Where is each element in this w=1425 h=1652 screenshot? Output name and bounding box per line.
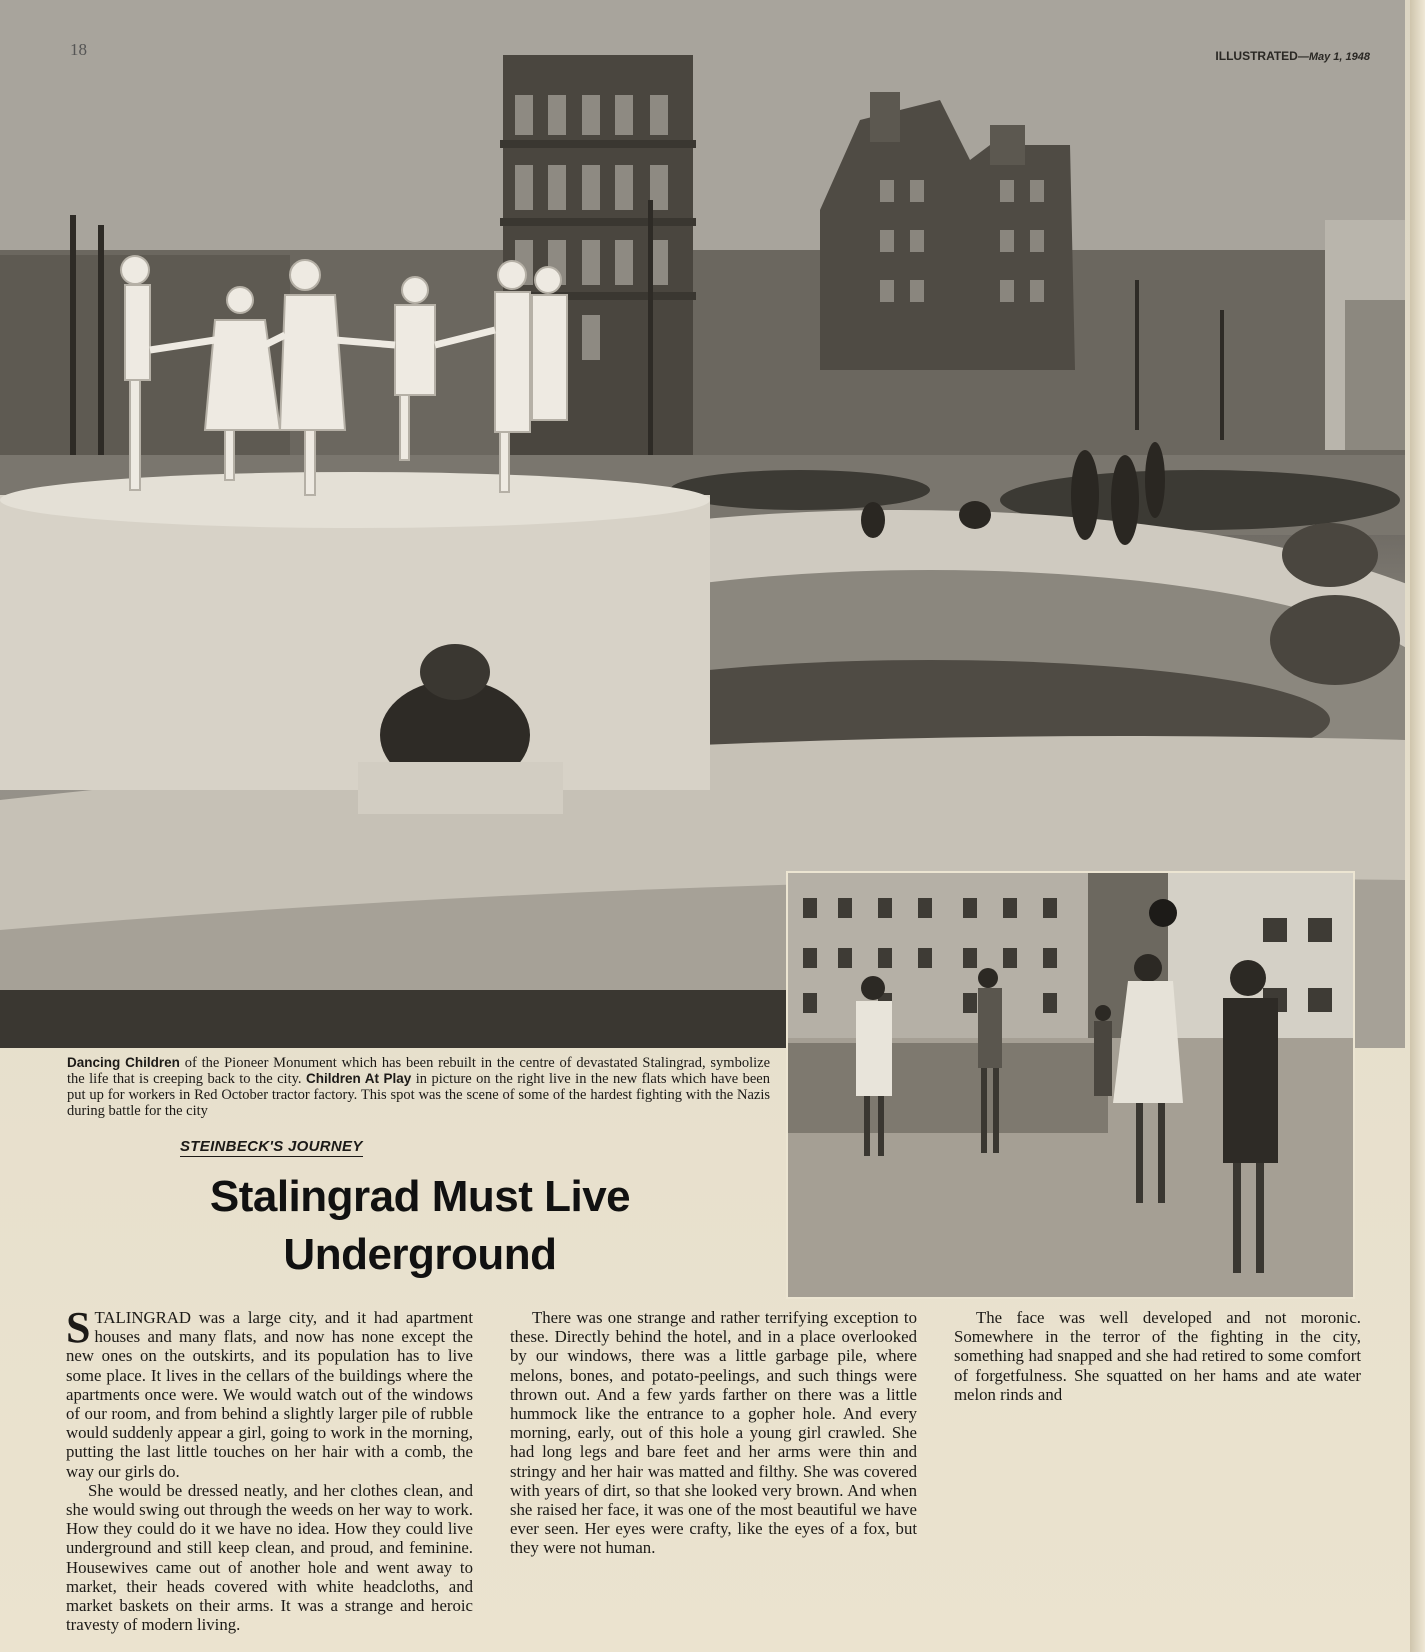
drop-cap: S: [66, 1308, 91, 1352]
caption-text-1: of the Pioneer Monument which has been rebuilt in the centre of devastated Stalingrad, symbolize the life that is creeping back to the city.: [67, 1055, 771, 1087]
article-column-3: [954, 1308, 1361, 1404]
article-paragraph-4: The face was well developed and not moronic. Somewhere in the terror of the fighting in the city, something had snapped and she had retired to some comfort of forgetfulness. She squatted on her hams and ate water melon rinds and: [954, 1308, 1361, 1404]
lead-word: TALINGRAD: [94, 1308, 192, 1327]
paragraph-1-text: was a large city, and it had apartment houses and many flats, and now has none except the new ones on the outskirts, and its population has to live some place. It lives in the cellars of the buildings where the apartments once were. We would watch out of the windows of our room, and from behind a slightly larger pile of rubble would suddenly appear a girl, going to work in the morning, putting the last little touches on her hair with a comb, the way our girls do.: [66, 1308, 473, 1481]
caption-bold-dancing-children: Dancing Children: [67, 1055, 180, 1070]
headline-line-2: Underground: [283, 1230, 557, 1279]
inset-photo-illustration: [788, 873, 1353, 1297]
article-headline: [140, 1168, 700, 1284]
photo-caption: [67, 1055, 770, 1119]
headline-line-1: Stalingrad Must Live: [209, 1172, 631, 1221]
caption-bold-children-at-play: Children At Play: [305, 1071, 412, 1086]
page-edge: [1410, 0, 1425, 1652]
article-kicker: STEINBECK'S JOURNEY: [180, 1138, 363, 1155]
caption-text-2: in picture on the right live in the new flats which have been put up for workers in Red October tractor factory. This spot was the scene of some of the hardest fighting with the Nazis during battle for the city: [67, 1071, 770, 1119]
article-paragraph-1: [66, 1308, 473, 1481]
article-column-1: [66, 1308, 473, 1634]
page-number: 18: [70, 40, 87, 59]
article-paragraph-3: There was one strange and rather terrifying exception to these. Directly behind the hotel, and in a place overlooked by our windows, there was a little garbage pile, where melons, bones, and potato-peelings, and such things were thrown out. And a few yards farther on there was a little hummock like the entrance to a gopher hole. And every morning, early, out of this hole a young girl crawled. She had long legs and bare feet and her arms were thin and stringy and her hair was matted and filthy. She was covered with years of dirt, so that she looked very brown. And when she raised her face, it was one of the most beautiful we have ever seen. Her eyes were crafty, like the eyes of a fox, but they were not human.: [510, 1308, 917, 1558]
article-paragraph-2: She would be dressed neatly, and her clothes clean, and she would swing out through the weeds on her way to work. How they could do it we have no idea. How they could live underground and still keep clean, and proud, and feminine. Housewives came out of another hole and went away to market, their heads covered with white headcloths, and market baskets on their arms. It was a strange and heroic travesty of modern living.: [66, 1480, 473, 1635]
inset-photo: [786, 871, 1355, 1299]
magazine-title: ILLUSTRATED: [1215, 49, 1298, 63]
article-column-2: [510, 1308, 917, 1558]
issue-date: —May 1, 1948: [1297, 51, 1370, 63]
running-head: [1150, 49, 1370, 63]
